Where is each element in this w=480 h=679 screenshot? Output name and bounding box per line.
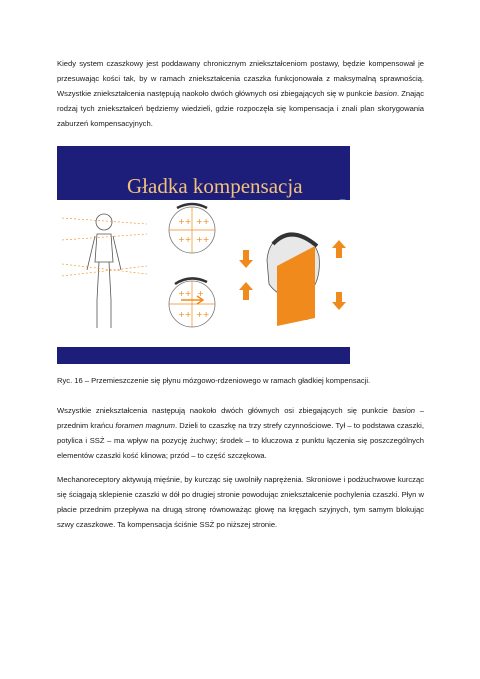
skull-diagram-panel bbox=[57, 200, 237, 347]
figure-title: Gładka kompensacja bbox=[127, 174, 303, 198]
head-diagram bbox=[237, 200, 350, 347]
axes-text-2: – przednim krańcu bbox=[57, 406, 424, 430]
skull-diagram bbox=[57, 200, 237, 347]
skull-top-view-2 bbox=[169, 278, 215, 327]
intro-text-end: . Znając rodzaj tych zniekształceń będziemy wiedzieli, gdzie rozpoczęła się kompensacja i znali plan skorygowania zaburzeń kompensacyjnych. bbox=[57, 89, 424, 128]
svg-text:++: ++ bbox=[196, 310, 210, 319]
figure-caption: Ryc. 16 – Przemieszczenie się płynu mózgowo-rdzeniowego w ramach gładkiej kompensacji. bbox=[57, 376, 371, 385]
foramen-magnum-term: foramen magnum bbox=[115, 421, 175, 430]
mechanoreceptors-paragraph: Mechanoreceptory aktywują mięśnie, by kurcząc się uwolniły naprężenia. Skroniowe i podżuchwowe kurcząc się ściągają sklepienie czaszki w dół po drugiej stronie powodując zniekształcenie pochylenia czaszki. Płyn w płacie przednim przepływa na drugą stronę równoważąc głowę na kręgach szyjnych, tym samym blokując szwy czaszkowe. Ta kompensacja ściśnie SSŻ po niższej stronie. bbox=[57, 475, 424, 529]
skull-top-view-1 bbox=[169, 204, 215, 253]
head-diagram-panel bbox=[237, 200, 350, 347]
axes-paragraph bbox=[57, 403, 424, 463]
body-figure bbox=[87, 214, 121, 328]
smooth-compensation-figure bbox=[57, 146, 350, 364]
svg-text:++: ++ bbox=[178, 235, 192, 244]
svg-text:++: ++ bbox=[178, 217, 192, 226]
basion-term: basion bbox=[374, 89, 397, 98]
svg-text:++: ++ bbox=[178, 289, 192, 298]
axes-text-1: Wszystkie zniekształcenia następują naokoło dwóch głównych osi zbiegających się punkcie bbox=[57, 406, 393, 415]
svg-text:++: ++ bbox=[196, 235, 210, 244]
intro-text-start: Kiedy system czaszkowy jest poddawany chronicznym zniekształceniom postawy, będzie kompensował je przesuwając kości tak, by w ramach zniekształcenia czaszka funkcjonowała z maksymalną sprawnością. Wszystkie zniekształcenia następują naokoło dwóch głównych osi zbiegających się w punkcie bbox=[57, 59, 424, 98]
svg-text:++: ++ bbox=[196, 217, 210, 226]
svg-text:+: + bbox=[197, 289, 204, 298]
intro-paragraph bbox=[57, 56, 424, 131]
axes-text-3: . Dzieli to czaszkę na trzy strefy czynnościowe. Tył – to podstawa czaszki, potylica i SSŻ – ma wpływ na pozycję żuchwy; środek – to kluczowa z punktu łączenia się poszczególnych elementów czaszki kość klinowa; przód – to część szczękowa. bbox=[57, 421, 424, 460]
posture-lines bbox=[62, 218, 147, 276]
svg-text:++: ++ bbox=[178, 310, 192, 319]
basion-term-2: basion bbox=[392, 406, 416, 415]
